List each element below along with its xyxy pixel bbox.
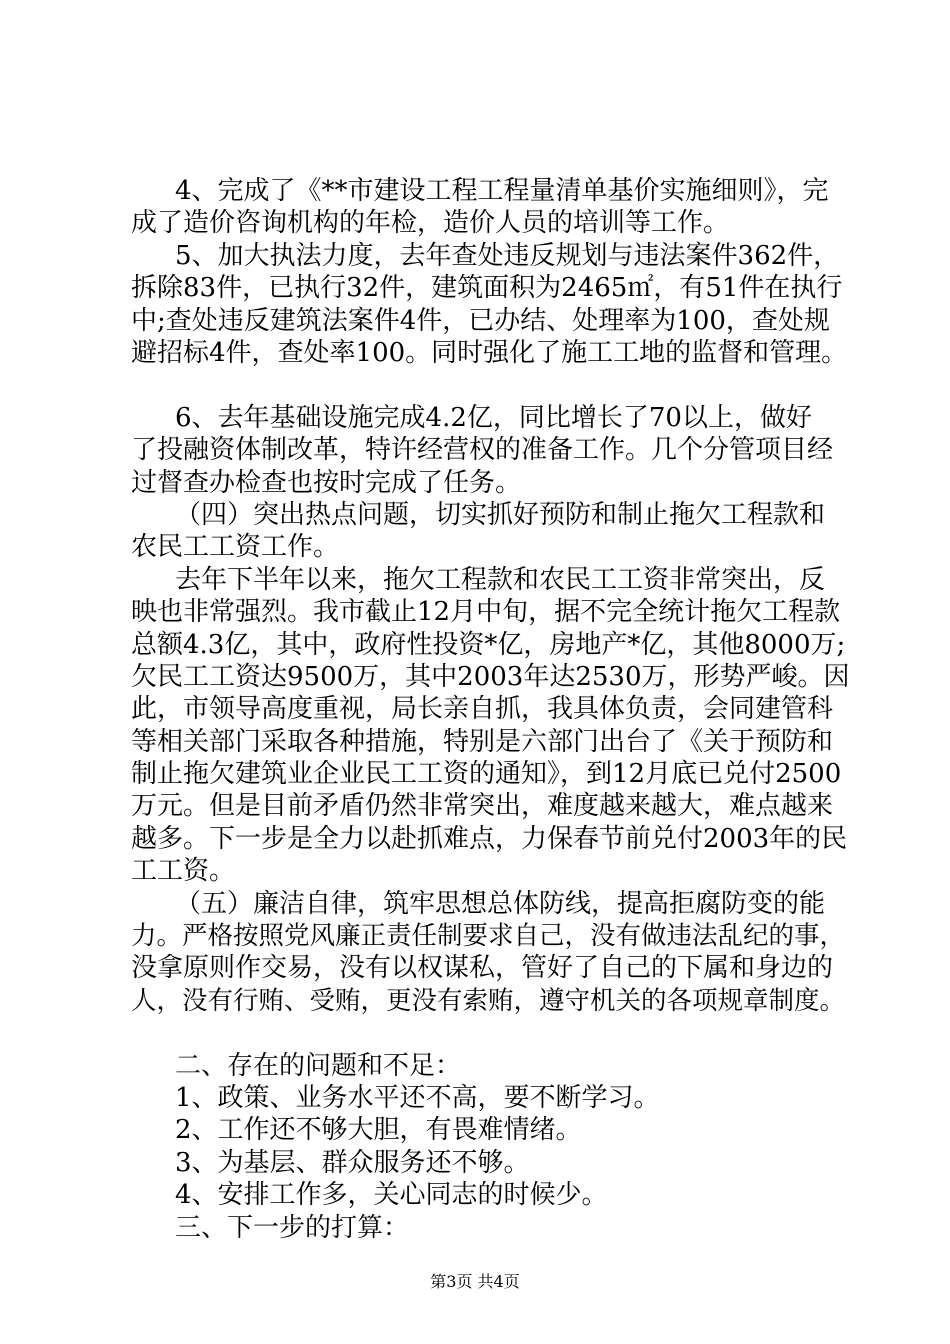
section-heading: 二、存在的问题和不足： <box>175 1050 462 1081</box>
text-line: 成了造价咨询机构的年检，造价人员的培训等工作。 <box>131 208 730 239</box>
list-item: 1、政策、业务水平还不高，要不断学习。 <box>175 1083 660 1114</box>
list-item: 3、为基层、群众服务还不够。 <box>175 1147 530 1178</box>
text-line: 力。严格按照党风廉正责任制要求自己，没有做违法乱纪的事， <box>131 921 846 952</box>
text-line: 中;查处违反建筑法案件4件，已办结、处理率为100，查处规 <box>131 305 830 336</box>
text-line: 4、完成了《**市建设工程工程量清单基价实施细则》，完 <box>175 176 829 206</box>
text-line: 去年下半年以来，拖欠工程款和农民工工资非常突出，反 <box>175 564 826 595</box>
text-line: 人，没有行贿、受贿，更没有索贿，遵守机关的各项规章制度。 <box>131 985 846 1016</box>
text-line: 此，市领导高度重视，局长亲自抓，我具体负责，会同建管科 <box>131 694 834 725</box>
page-footer: 第3页 共4页 <box>430 1272 520 1291</box>
text-line: 总额4.3亿，其中，政府性投资*亿，房地产*亿，其他8000万; <box>131 629 846 660</box>
text-line: 等相关部门采取各种措施，特别是六部门出台了《关于预防和 <box>131 726 834 757</box>
text-line: 6、去年基础设施完成4.2亿，同比增长了70以上，做好 <box>175 402 812 433</box>
text-line: 欠民工工资达9500万，其中2003年达2530万，形势严峻。因 <box>131 661 850 692</box>
text-line: （五）廉洁自律，筑牢思想总体防线，提高拒腐防变的能 <box>175 888 826 919</box>
text-line: 越多。下一步是全力以赴抓难点，力保春节前兑付2003年的民 <box>131 823 848 854</box>
text-line: 农民工工资工作。 <box>131 532 340 563</box>
text-line: 拆除83件，已执行32件，建筑面积为2465㎡，有51件在执行 <box>131 273 843 304</box>
text-line: 过督查办检查也按时完成了任务。 <box>131 467 522 498</box>
section-heading: 三、下一步的打算： <box>175 1212 410 1243</box>
text-line: 制止拖欠建筑业企业民工工资的通知》，到12月底已兑付2500 <box>131 759 842 790</box>
text-line: 避招标4件，查处率100。同时强化了施工工地的监督和管理。 <box>131 337 848 368</box>
text-line: 5、加大执法力度，去年查处违反规划与违法案件362件， <box>175 240 840 271</box>
text-line: （四）突出热点问题，切实抓好预防和制止拖欠工程款和 <box>175 499 826 530</box>
text-line: 工工资。 <box>131 856 236 887</box>
text-line: 万元。但是目前矛盾仍然非常突出，难度越来越大，难点越来 <box>131 791 834 822</box>
list-item: 2、工作还不够大胆，有畏难情绪。 <box>175 1115 582 1146</box>
text-line: 没拿原则作交易，没有以权谋私，管好了自己的下属和身边的 <box>131 953 834 984</box>
text-line: 了投融资体制改革，特许经营权的准备工作。几个分管项目经 <box>131 435 834 466</box>
text-line: 映也非常强烈。我市截止12月中旬，据不完全统计拖欠工程款 <box>131 597 841 628</box>
list-item: 4、安排工作多，关心同志的时候少。 <box>175 1180 608 1211</box>
